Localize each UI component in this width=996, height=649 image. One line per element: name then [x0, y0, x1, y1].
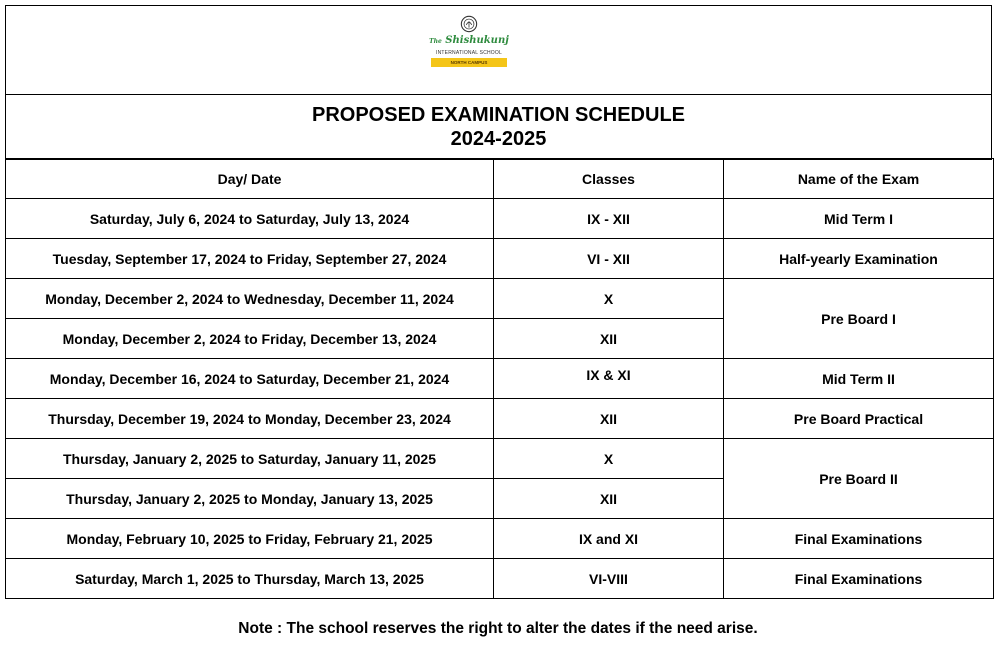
campus-label: NORTH CAMPUS [431, 58, 507, 67]
date-cell: Saturday, March 1, 2025 to Thursday, March 13, 2025 [6, 559, 494, 599]
footer-note: Note : The school reserves the right to alter the dates if the need arise. [238, 620, 758, 637]
column-header-exam: Name of the Exam [724, 159, 994, 199]
exam-cell: Pre Board Practical [724, 399, 994, 439]
logo-section [6, 6, 991, 95]
classes-cell: X [494, 439, 724, 479]
exam-cell: Final Examinations [724, 519, 994, 559]
school-logo [429, 15, 509, 87]
table-row [6, 199, 994, 239]
date-cell: Thursday, January 2, 2025 to Saturday, January 11, 2025 [6, 439, 494, 479]
table-row [6, 399, 994, 439]
table-row [6, 519, 994, 559]
exam-cell: Half-yearly Examination [724, 239, 994, 279]
exam-cell: Mid Term II [724, 359, 994, 399]
column-header-date: Day/ Date [6, 159, 494, 199]
document-header [5, 5, 992, 160]
classes-cell: VI-VIII [494, 559, 724, 599]
school-brand-name: The Shishukunj [429, 35, 509, 46]
school-subtitle: INTERNATIONAL SCHOOL [436, 50, 502, 56]
title-section [6, 95, 991, 159]
table-row [6, 559, 994, 599]
date-cell: Thursday, January 2, 2025 to Monday, January 13, 2025 [6, 479, 494, 519]
table-row [6, 279, 994, 319]
date-cell: Saturday, July 6, 2024 to Saturday, July 13, 2024 [6, 199, 494, 239]
classes-cell: XII [494, 399, 724, 439]
date-cell: Monday, December 2, 2024 to Wednesday, December 11, 2024 [6, 279, 494, 319]
exam-cell: Pre Board I [724, 279, 994, 359]
column-header-classes: Classes [494, 159, 724, 199]
table-row [6, 239, 994, 279]
exam-cell: Mid Term I [724, 199, 994, 239]
exam-cell: Final Examinations [724, 559, 994, 599]
classes-cell: IX - XII [494, 199, 724, 239]
school-emblem-icon [460, 15, 478, 33]
classes-cell: VI - XII [494, 239, 724, 279]
date-cell: Thursday, December 19, 2024 to Monday, December 23, 2024 [6, 399, 494, 439]
date-cell: Monday, December 16, 2024 to Saturday, December 21, 2024 [6, 359, 494, 399]
date-cell: Tuesday, September 17, 2024 to Friday, September 27, 2024 [6, 239, 494, 279]
classes-cell: IX and XI [494, 519, 724, 559]
table-header-row [6, 159, 994, 199]
academic-year: 2024-2025 [450, 128, 547, 150]
table-row [6, 439, 994, 479]
exam-cell: Pre Board II [724, 439, 994, 519]
page-title: PROPOSED EXAMINATION SCHEDULE [312, 104, 685, 126]
date-cell: Monday, December 2, 2024 to Friday, December 13, 2024 [6, 319, 494, 359]
table-row [6, 359, 994, 399]
classes-cell: XII [494, 479, 724, 519]
classes-cell: IX & XI [494, 359, 724, 399]
classes-cell: XII [494, 319, 724, 359]
classes-cell: X [494, 279, 724, 319]
exam-schedule-table [5, 158, 994, 599]
date-cell: Monday, February 10, 2025 to Friday, February 21, 2025 [6, 519, 494, 559]
